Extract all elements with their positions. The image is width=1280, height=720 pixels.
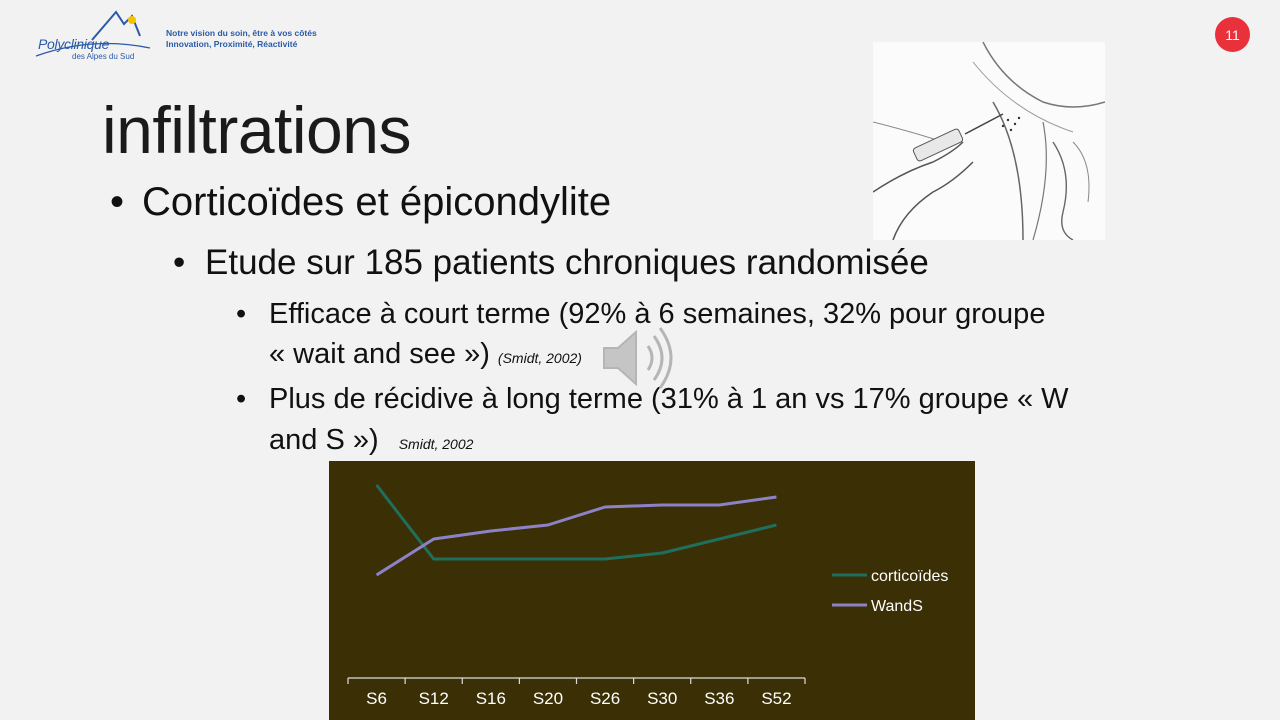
bullet-level-3-first-cont bbox=[269, 335, 582, 377]
tagline-line-1: Notre vision du soin, être à vos côtés bbox=[166, 28, 317, 38]
bullet-1-text: Corticoïdes et épicondylite bbox=[142, 180, 612, 224]
bullet-level-2: • Etude sur 185 patients chroniques randomisée bbox=[173, 243, 929, 282]
line-chart-svg bbox=[329, 461, 975, 720]
legend-label-1: WandS bbox=[871, 598, 923, 615]
logo-name: Polyclinique bbox=[38, 36, 110, 52]
x-tick-label-s36: S36 bbox=[704, 689, 735, 708]
bullet-3-line-2: « wait and see ») bbox=[269, 338, 490, 370]
bullet-level-3-second-cont bbox=[269, 421, 473, 463]
speaker-icon-button[interactable] bbox=[598, 322, 682, 399]
series-line-1 bbox=[377, 497, 777, 575]
speaker-icon bbox=[598, 322, 682, 394]
bullet-4-line-2: and S ») bbox=[269, 424, 379, 456]
x-tick-label-s16: S16 bbox=[475, 689, 506, 708]
series-line-0 bbox=[377, 485, 777, 559]
injection-elbow-icon bbox=[873, 42, 1105, 240]
injection-elbow-illustration bbox=[873, 42, 1105, 240]
bullet-4-citation: Smidt, 2002 bbox=[398, 436, 474, 452]
x-tick-label-s20: S20 bbox=[532, 689, 564, 708]
page-number-badge: 11 bbox=[1215, 17, 1250, 52]
x-tick-label-s30: S30 bbox=[647, 689, 678, 708]
tagline bbox=[166, 28, 317, 50]
bullet-3-citation: (Smidt, 2002) bbox=[497, 350, 582, 366]
bullet-3-line-1: Efficace à court terme (92% à 6 semaines, 32% pour groupe bbox=[269, 298, 1046, 330]
bullet-level-3-second: • Plus de récidive à long terme (31% à 1 an vs 17% groupe « W bbox=[236, 383, 1069, 415]
x-tick-label-s52: S52 bbox=[761, 689, 792, 708]
bullet-4-line-1: Plus de récidive à long terme (31% à 1 an vs 17% groupe « W bbox=[269, 383, 1069, 415]
x-tick-label-s6: S6 bbox=[366, 689, 387, 708]
slide-title: infiltrations bbox=[102, 93, 411, 167]
x-tick-label-s12: S12 bbox=[418, 689, 449, 708]
logo-subtitle: des Alpes du Sud bbox=[72, 52, 135, 61]
line-chart bbox=[329, 461, 975, 720]
clinic-logo bbox=[32, 6, 152, 62]
bullet-level-3-first: • Efficace à court terme (92% à 6 semaines, 32% pour groupe bbox=[236, 298, 1046, 330]
bullet-2-text: Etude sur 185 patients chroniques randomisée bbox=[205, 243, 929, 282]
bullet-level-1: • Corticoïdes et épicondylite bbox=[110, 180, 612, 224]
tagline-line-2: Innovation, Proximité, Réactivité bbox=[166, 39, 298, 49]
x-tick-label-s26: S26 bbox=[589, 689, 621, 708]
legend-label-0: corticoïdes bbox=[871, 568, 949, 585]
